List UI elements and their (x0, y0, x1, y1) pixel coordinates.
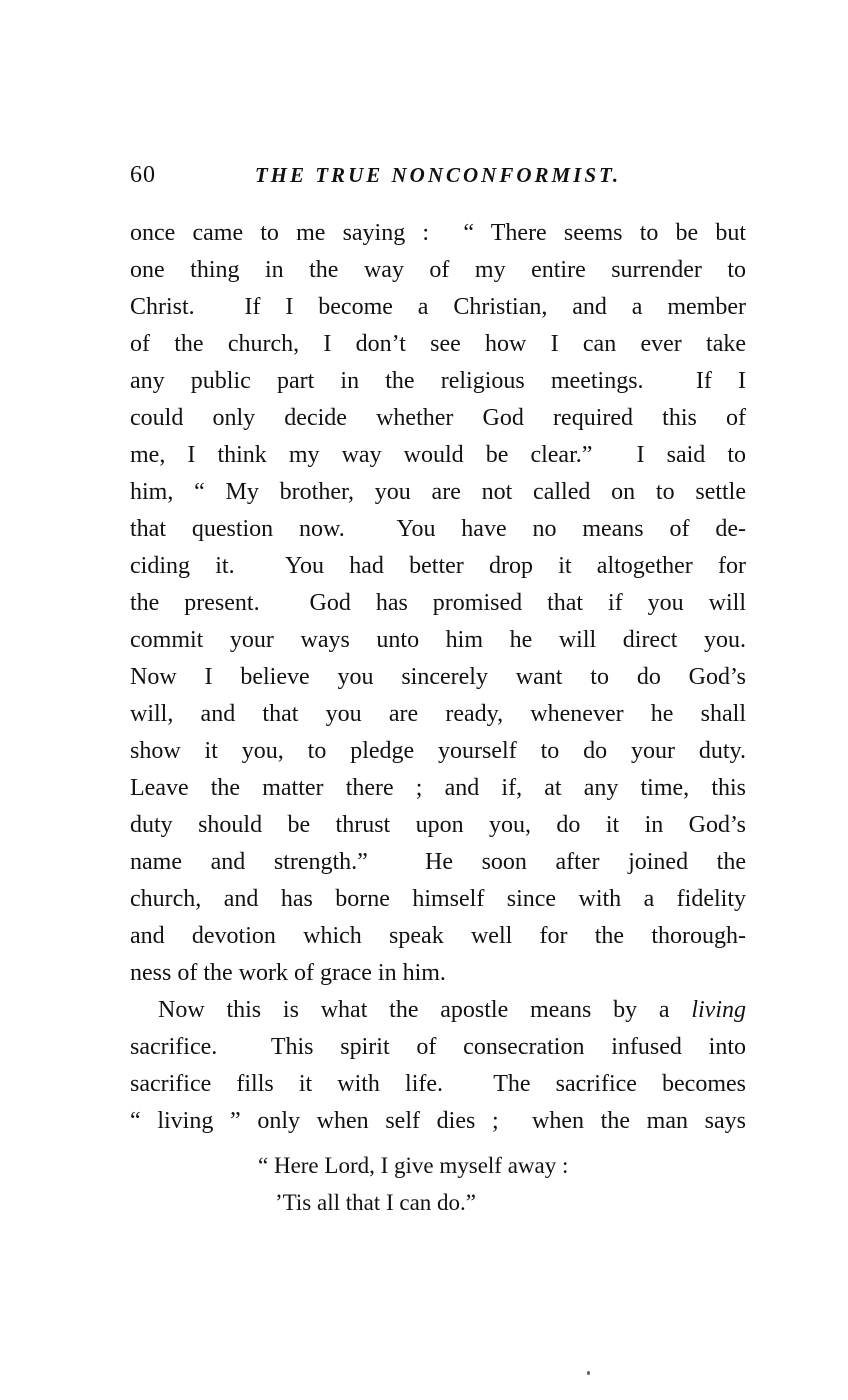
text-line: any public part in the religious meetings. If I (130, 368, 746, 394)
text-line: one thing in the way of my entire surrender to (130, 257, 746, 283)
verse-line: ’Tis all that I can do.” (275, 1190, 477, 1215)
text-line: that question now. You have no means of de- (130, 516, 746, 542)
verse-block (258, 1147, 568, 1221)
text-line: church, and has borne himself since with a fidelity (130, 886, 746, 912)
text-line: Leave the matter there ; and if, at any time, this (130, 775, 746, 801)
text-line: show it you, to pledge yourself to do your duty. (130, 738, 746, 764)
text-line: me, I think my way would be clear.” I said to (130, 442, 746, 468)
paragraph (130, 215, 746, 992)
text-line: Now this is what the apostle means by a living (158, 997, 746, 1023)
text-line: sacrifice fills it with life. The sacrifice becomes (130, 1071, 746, 1097)
text-line: and devotion which speak well for the thorough- (130, 923, 746, 949)
verse-line: “ Here Lord, I give myself away : (258, 1153, 569, 1178)
text-line: Now I believe you sincerely want to do God’s (130, 664, 746, 690)
text-line: him, “ My brother, you are not called on to settle (130, 479, 746, 505)
body-text (130, 215, 746, 1140)
text-line: the present. God has promised that if you will (130, 590, 746, 616)
ink-speck (587, 1371, 590, 1375)
paragraph (130, 992, 746, 1140)
text-line: name and strength.” He soon after joined the (130, 849, 746, 875)
text-line: sacrifice. This spirit of consecration infused into (130, 1034, 746, 1060)
text-line: commit your ways unto him he will direct you. (130, 627, 746, 653)
text-line: ciding it. You had better drop it altogether for (130, 553, 746, 579)
text-line: duty should be thrust upon you, do it in God’s (130, 812, 746, 838)
running-title: THE TRUE NONCONFORMIST. (254, 163, 622, 187)
page-number: 60 (130, 162, 156, 188)
text-line: “ living ” only when self dies ; when the man says (130, 1108, 746, 1134)
text-line: will, and that you are ready, whenever he shall (130, 701, 746, 727)
text-line: ness of the work of grace in him. (130, 960, 446, 986)
page-header (130, 160, 746, 192)
text-line: Christ. If I become a Christian, and a member (130, 294, 746, 320)
text-line: once came to me saying : “ There seems to be but (130, 220, 746, 246)
text-line: of the church, I don’t see how I can ever take (130, 331, 746, 357)
text-line: could only decide whether God required this of (130, 405, 746, 431)
